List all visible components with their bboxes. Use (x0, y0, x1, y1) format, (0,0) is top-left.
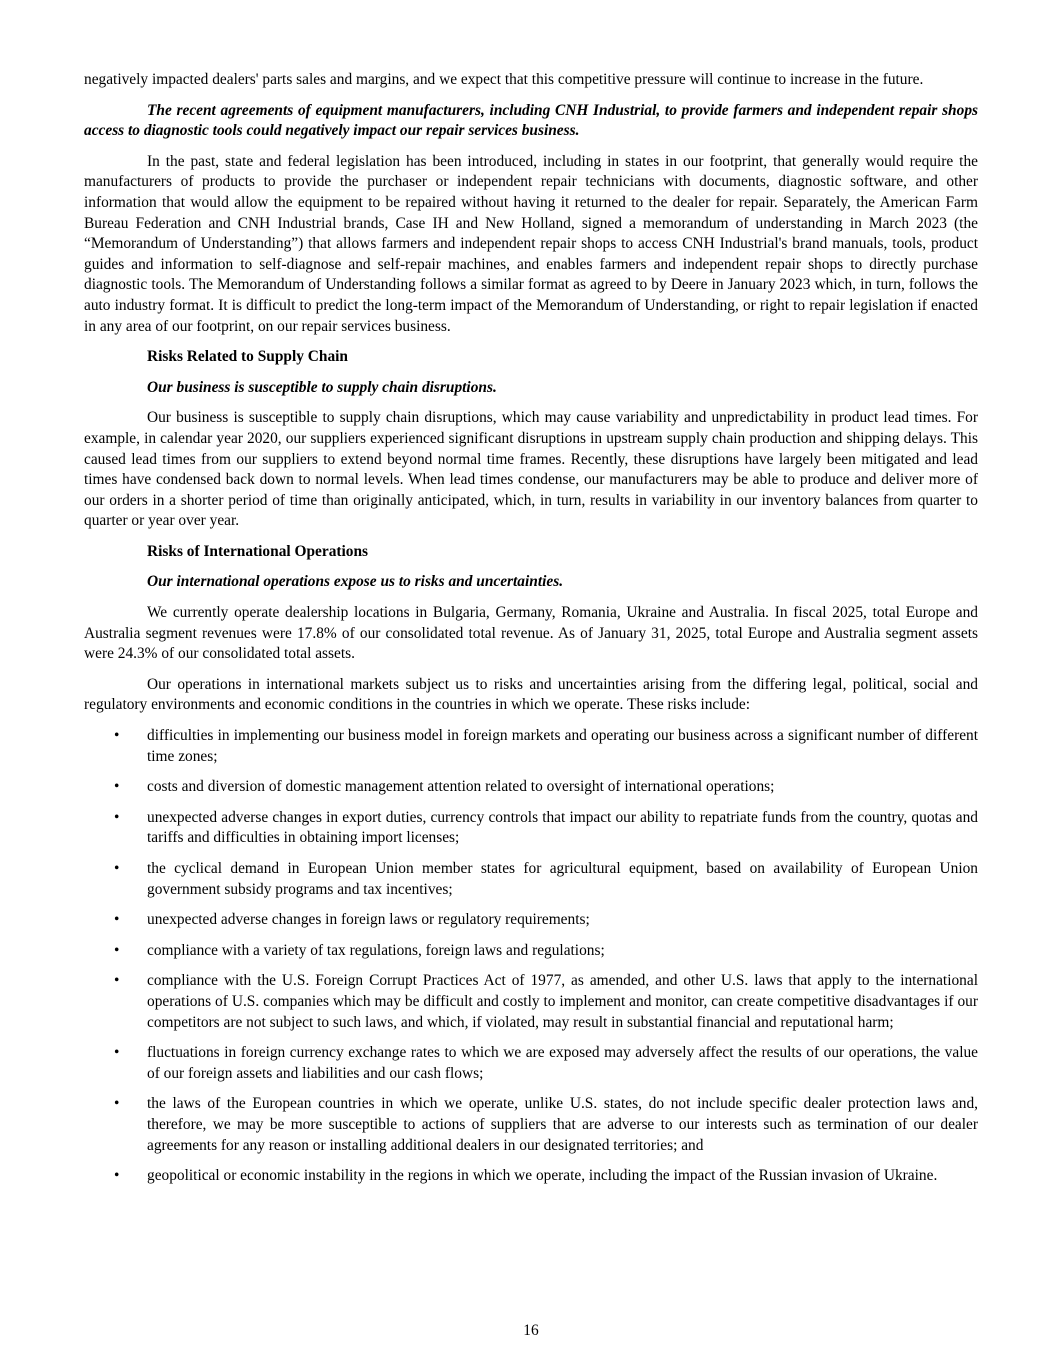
list-item (84, 726, 978, 767)
supply-chain-risk-heading: Our business is susceptible to supply chain disruptions. (147, 378, 497, 396)
list-item-text: difficulties in implementing our business model in foreign markets and operating our business across a significant number of different time zones; (147, 727, 978, 765)
bullet-icon: • (114, 727, 120, 745)
list-item (84, 1166, 978, 1187)
bullet-icon: • (114, 778, 120, 796)
list-item-text: the cyclical demand in European Union member states for agricultural equipment, based on availability of European Union government subsidy programs and tax incentives; (147, 860, 978, 898)
list-item (84, 777, 978, 798)
list-item-text: costs and diversion of domestic management attention related to oversight of international operations; (147, 778, 775, 796)
diagnostic-tools-risk-heading: The recent agreements of equipment manufacturers, including CNH Industrial, to provide farmers and independent repair shops access to diagnostic tools could negatively impact our repair services business. (84, 101, 978, 140)
bullet-icon: • (114, 860, 120, 877)
bullet-icon: • (114, 808, 120, 826)
bullet-icon: • (114, 972, 120, 990)
international-risks-intro-paragraph: Our operations in international markets subject us to risks and uncertainties arising from the differing legal, political, social and regulatory environments and economic conditions in the countries in which we operate. These risks include: (84, 675, 978, 714)
list-item-text: compliance with the U.S. Foreign Corrupt Practices Act of 1977, as amended, and other U.S. laws that apply to the international operations of U.S. companies which may be difficult and costly to implement and monitor, can create competitive disadvantages if our competitors are not subject to such laws, and which, if violated, may result in substantial financial and reputational harm; (147, 972, 978, 1031)
list-item-text: geopolitical or economic instability in the regions in which we operate, including the impact of the Russian invasion of Ukraine. (147, 1167, 938, 1185)
international-operations-paragraph: We currently operate dealership locations in Bulgaria, Germany, Romania, Ukraine and Australia. In fiscal 2025, total Europe and Australia segment revenues were 17.8% of our consolidated total revenue. As of January 31, 2025, total Europe and Australia segment assets were 24.3% of our consolidated total assets. (84, 604, 978, 663)
international-risk-heading: Our international operations expose us to risks and uncertainties. (147, 573, 564, 591)
list-item (84, 941, 978, 962)
list-item-text: unexpected adverse changes in foreign laws or regulatory requirements; (147, 911, 590, 929)
bullet-icon: • (114, 1167, 120, 1185)
page-number: 16 (523, 1322, 539, 1339)
supply-chain-paragraph: Our business is susceptible to supply chain disruptions, which may cause variability and unpredictability in product lead times. For example, in calendar year 2020, our suppliers experienced significant disruptions in upstream supply chain production and shipping delays. This caused lead times from our suppliers to extend beyond normal time frames. Recently, these disruptions have largely been mitigated and lead times have condensed back down to normal levels. When lead times condense, our manufacturers may be able to produce and deliver more of our orders in a shorter period of time than originally anticipated, which, in turn, results in variability in our inventory balances from quarter to quarter or year over year. (84, 409, 978, 530)
list-item-text: fluctuations in foreign currency exchange rates to which we are exposed may adversely affect the results of our operations, the value of our foreign assets and liabilities and our cash flows; (147, 1044, 978, 1082)
document-page (84, 70, 978, 1197)
international-risks-list (84, 726, 978, 1187)
list-item (84, 859, 978, 900)
bullet-icon: • (114, 941, 120, 959)
list-item (84, 808, 978, 849)
supply-chain-section-heading: Risks Related to Supply Chain (147, 348, 348, 366)
list-item-text: compliance with a variety of tax regulations, foreign laws and regulations; (147, 941, 605, 959)
list-item-text: unexpected adverse changes in export duties, currency controls that impact our ability to repatriate funds from the country, quotas and tariffs and difficulties in obtaining import licenses; (147, 808, 978, 847)
list-item (84, 910, 978, 931)
bullet-icon: • (114, 1044, 120, 1062)
list-item-text: the laws of the European countries in which we operate, unlike U.S. states, do not include specific dealer protection laws and, therefore, we may be more susceptible to actions of suppliers that are adverse to our interests such as termination of our dealer agreements for any reason or installing additional dealers in our designated territories; and (147, 1095, 978, 1154)
list-item (84, 1094, 978, 1156)
bullet-icon: • (114, 1095, 120, 1113)
international-section-heading: Risks of International Operations (147, 542, 369, 560)
bullet-icon: • (114, 911, 120, 929)
list-item (84, 971, 978, 1033)
intro-paragraph: negatively impacted dealers' parts sales and margins, and we expect that this competitive pressure will continue to increase in the future. (84, 71, 924, 88)
list-item (84, 1043, 978, 1084)
diagnostic-tools-paragraph: In the past, state and federal legislation has been introduced, including in states in our footprint, that generally would require the manufacturers of products to provide the purchaser or independent repair technicians with documents, diagnostic software, and other information that would allow the equipment to be repaired without having it returned to the dealer for repair. Separately, the American Farm Bureau Federation and CNH Industrial brands, Case IH and New Holland, signed a memorandum of understanding in March 2023 (the “Memorandum of Understanding”) that allows farmers and independent repair shops to access CNH Industrial's brand manuals, tools, product guides and information to self-diagnose and self-repair machines, and enables farmers and independent repair shops to directly purchase diagnostic tools. The Memorandum of Understanding follows a similar format as agreed to by Deere in January 2023 which, in turn, follows the auto industry format. It is difficult to predict the long-term impact of the Memorandum of Understanding, or right to repair legislation if enacted in any area of our footprint, on our repair services business. (84, 152, 978, 335)
